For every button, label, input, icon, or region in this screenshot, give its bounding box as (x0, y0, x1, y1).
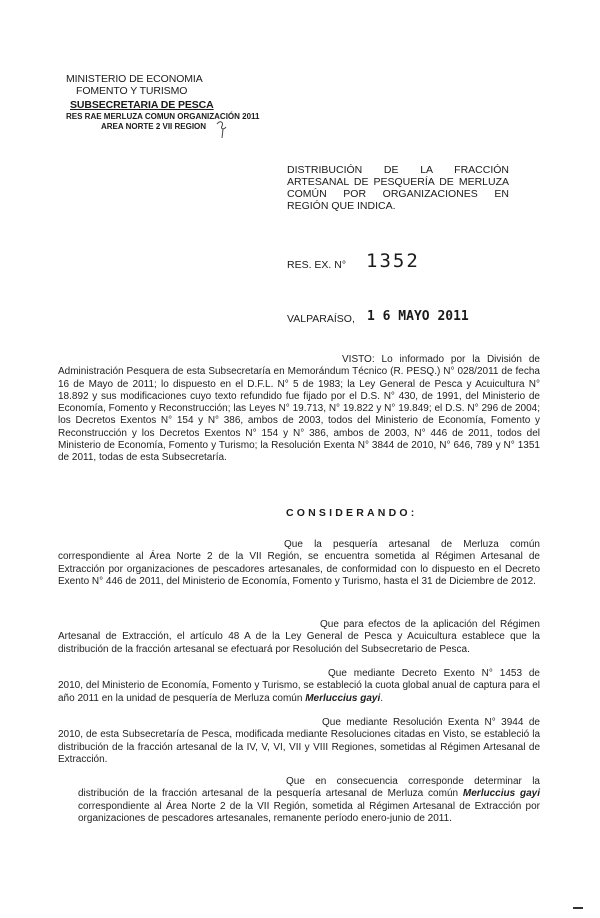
document-title: DISTRIBUCIÓN DE LA FRACCIÓN ARTESANAL DE PESQUERÍA DE MERLUZA COMÚN POR ORGANIZACIONES EN REGIÓN QUE INDICA. (287, 164, 509, 212)
ministry-line-2: FOMENTO Y TURISMO (76, 85, 188, 97)
resolution-label: RES. EX. N° (287, 259, 347, 271)
considerando-item: Que la pesquería artesanal de Merluza común correspondiente al Área Norte 2 de la VII Región, se encuentra sometida al Régimen Artesanal de Extracción por organizaciones de pescadores artesanales, de conformidad con lo dispuesto en el Decreto Exento N° 446 de 2011, del Ministerio de Economía, Fomento y Turismo, hasta el 31 de Diciembre de 2012. (58, 539, 540, 587)
reference-line-1: RES RAE MERLUZA COMUN ORGANIZACIÓN 2011 (66, 112, 260, 121)
species-name: Merluccius gayi (305, 692, 381, 704)
considerando-text: Que mediante Decreto Exento N° 1453 de 2010, del Ministerio de Economía, Fomento y Turismo, se estableció la cuota global anual de captura para el año 2011 en la unidad de pesquería de Merluza común (58, 668, 540, 704)
reference-line-2: AREA NORTE 2 VII REGION (101, 122, 207, 131)
considerando-heading: CONSIDERANDO: (286, 507, 418, 519)
initials-mark-icon (214, 118, 230, 142)
considerando-text: . (380, 692, 384, 704)
considerando-item (58, 668, 540, 705)
resolution-number: 1352 (366, 250, 420, 272)
date-stamp: 1 6 MAYO 2011 (367, 309, 469, 324)
scan-mark (573, 907, 583, 909)
considerando-item: Que mediante Resolución Exenta N° 3944 de 2010, de esta Subsecretaría de Pesca, modificada mediante Resoluciones citadas en Visto, se estableció la distribución de la fracción artesanal de la IV, V, VI, VII y VIII Regiones, sometidas al Régimen Artesanal de Extracción. (58, 717, 540, 765)
subsecretaria-heading: SUBSECRETARIA DE PESCA (70, 99, 214, 111)
species-name: Merluccius gayi (462, 788, 540, 800)
considerando-item: Que para efectos de la aplicación del Régimen Artesanal de Extracción, el artículo 48 A de la Ley General de Pesca y Acuicultura establece que la distribución de la fracción artesanal se efectuará por Resolución del Subsecretario de Pesca. (58, 619, 540, 655)
considerando-text: correspondiente al Área Norte 2 de la VII Región, sometida al Régimen Artesanal de Extracción por organizaciones de pescadores artesanales, remanente período enero-junio de 2011. (78, 800, 540, 824)
ministry-line-1: MINISTERIO DE ECONOMIA (66, 73, 203, 85)
place-label: VALPARAÍSO, (287, 313, 355, 325)
considerando-text: Que en consecuencia corresponde determinar la distribución de la fracción artesanal de la pesquería artesanal de Merluza común (78, 776, 540, 800)
visto-paragraph: VISTO: Lo informado por la División de Administración Pesquera de esta Subsecretaría en Memorándum Técnico (R. PESQ.) N° 028/2011 de fecha 16 de Mayo de 2011; lo dispuesto en el D.F.L. N° 5 de 1983; la Ley General de Pesca y Acuicultura N° 18.892 y sus modificaciones cuyo texto refundido fue fijado por el D.S. N° 430, de 1991, del Ministerio de Economía, Fomento y Reconstrucción; las Leyes N° 19.713, N° 19.822 y N° 19.849; el D.S. N° 296 de 2004; los Decretos Exentos N° 154 y N° 386, ambos de 2003, todos del Ministerio de Economía, Fomento y Reconstrucción y los Decretos Exentos N° 154 y N° 386, ambos de 2003, N° 446 de 2011, todos del Ministerio de Economía, Fomento y Turismo; la Resolución Exenta N° 3844 de 2010, N° 646, 789 y N° 1351 de 2011, todas de esta Subsecretaría. (58, 354, 540, 464)
considerando-item (78, 776, 540, 825)
